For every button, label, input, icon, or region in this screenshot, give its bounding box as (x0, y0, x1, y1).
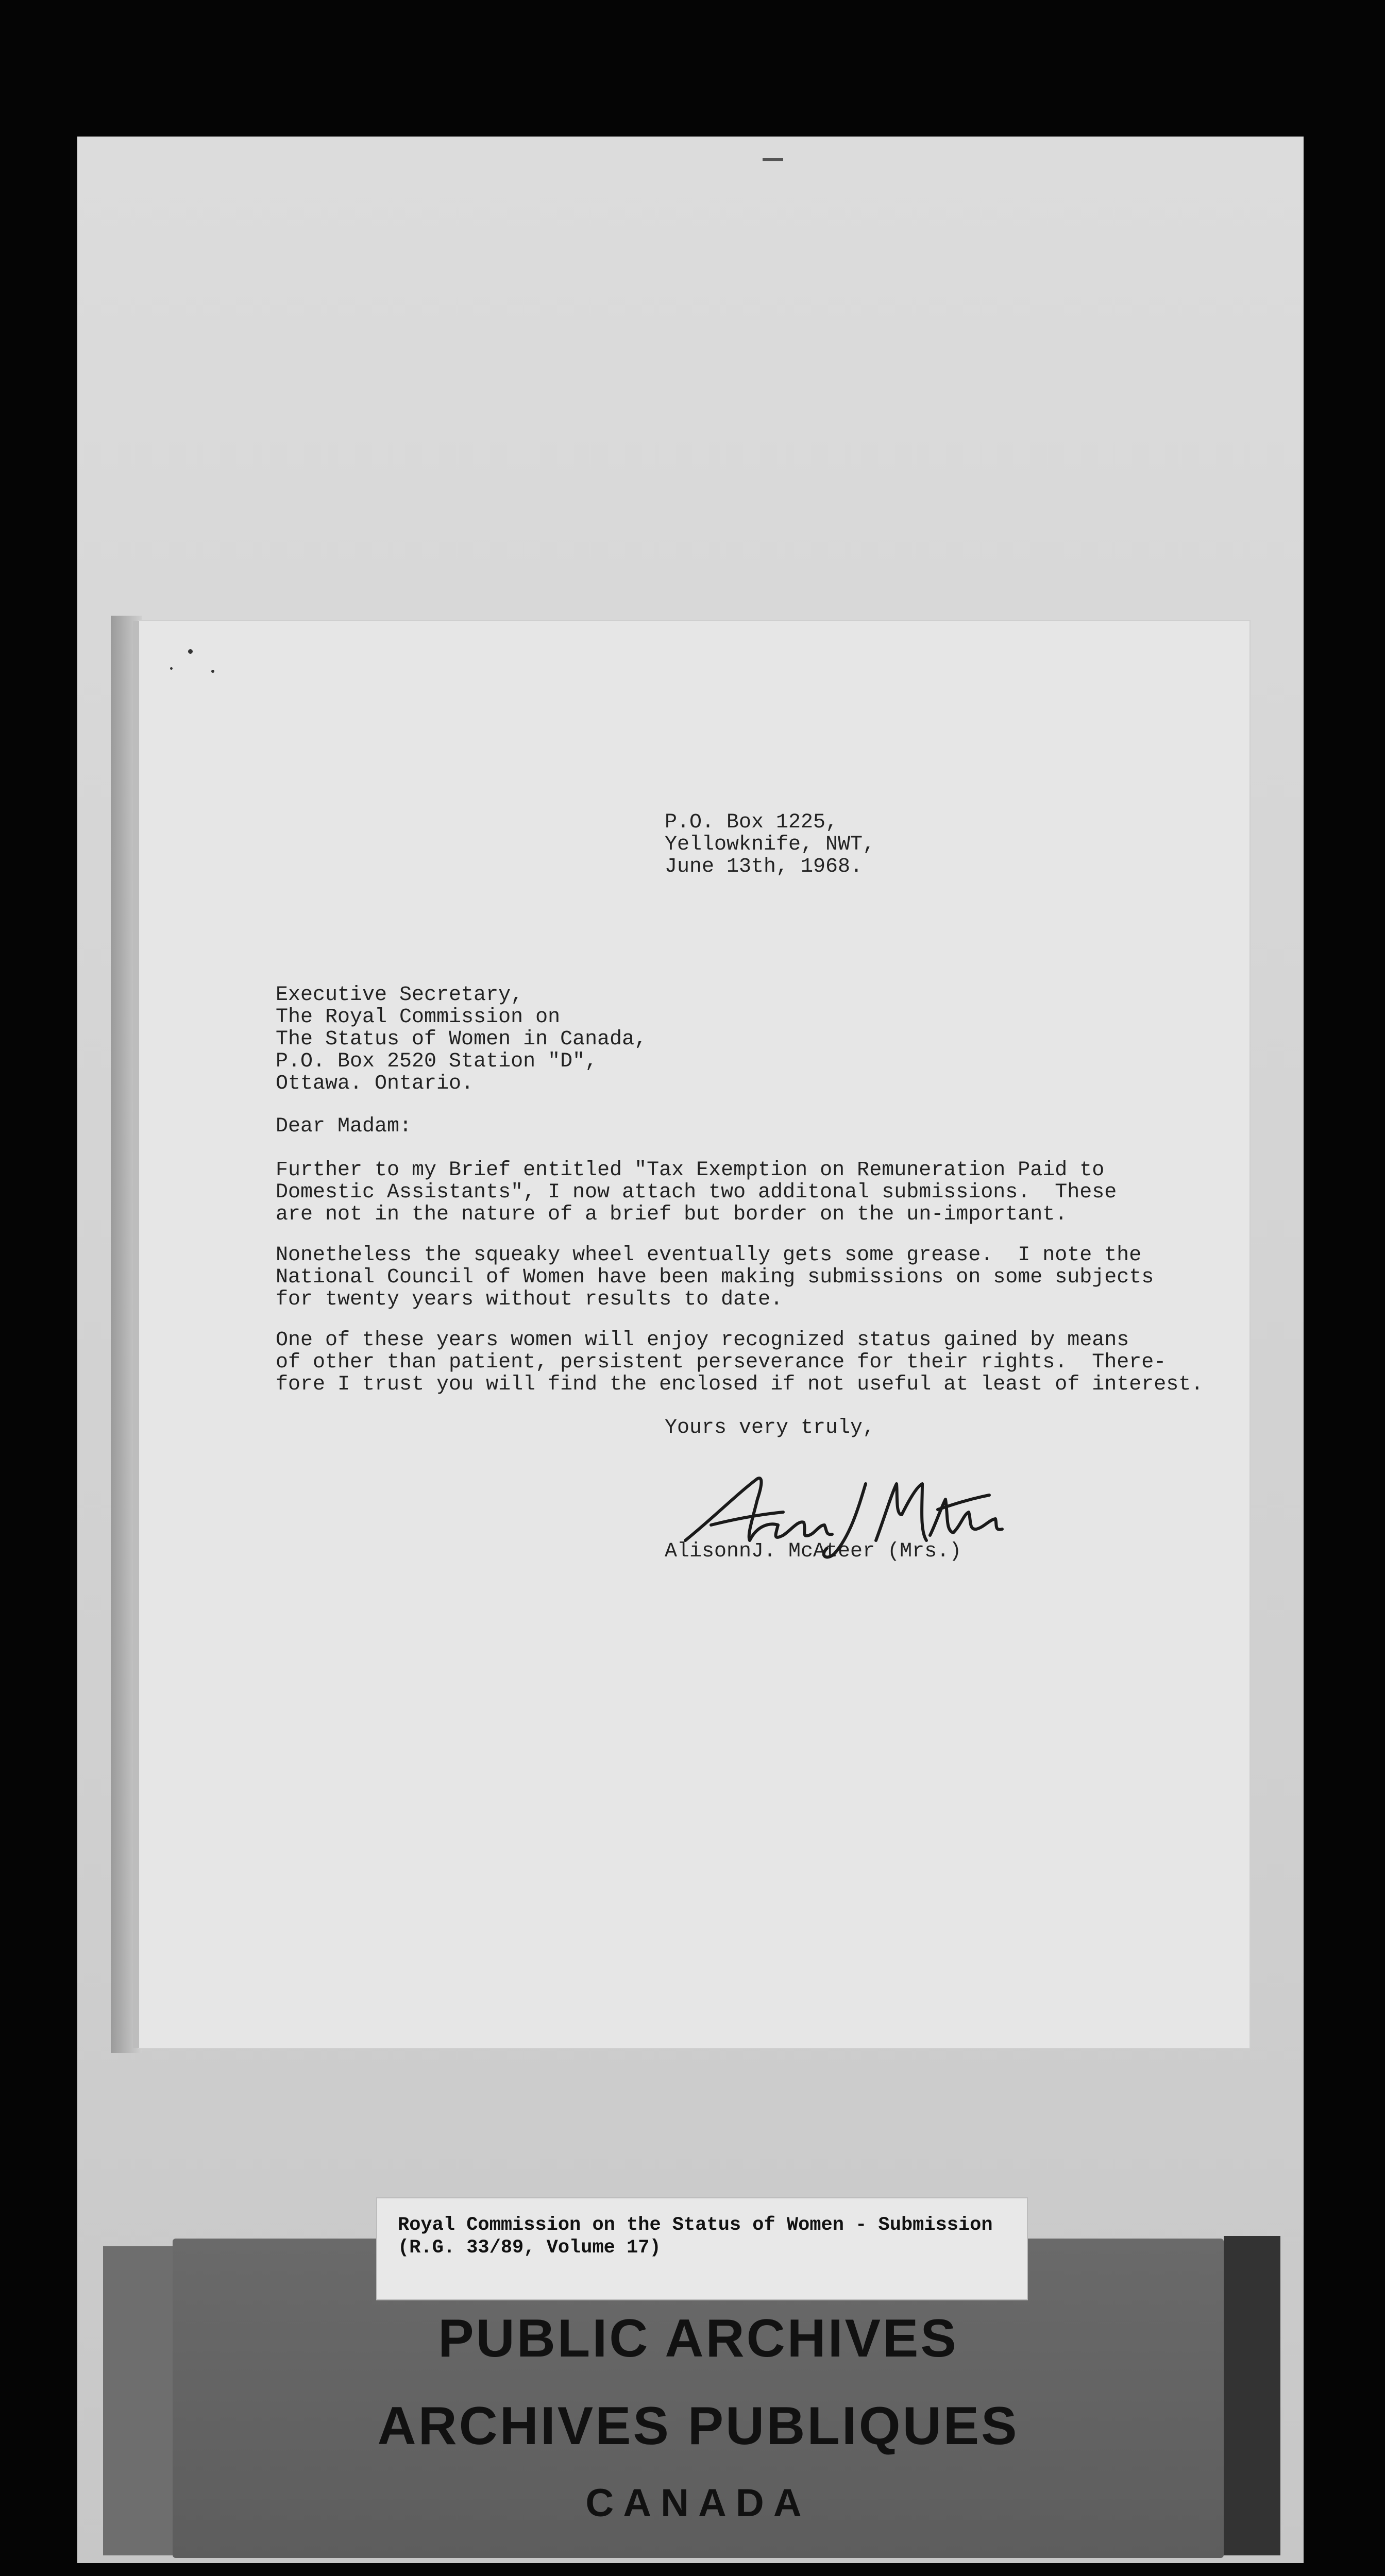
stamp-line-canada: CANADA (585, 2481, 811, 2525)
paragraph-line: Domestic Assistants", I now attach two additonal submissions. These (276, 1181, 1117, 1204)
recipient-address-line: P.O. Box 2520 Station "D", (276, 1050, 598, 1073)
paragraph-line: National Council of Women have been making submissions on some subjects (276, 1266, 1154, 1289)
letter-date: June 13th, 1968. (665, 855, 863, 878)
sender-address-line: P.O. Box 1225, (665, 811, 838, 834)
paragraph-line: Nonetheless the squeaky wheel eventually gets some grease. I note the (276, 1244, 1142, 1267)
paper-speck (211, 670, 214, 673)
recipient-address-line: Ottawa. Ontario. (276, 1072, 474, 1095)
paragraph-line: of other than patient, persistent perseverance for their rights. There- (276, 1351, 1167, 1374)
paragraph-line: One of these years women will enjoy recognized status gained by means (276, 1329, 1129, 1352)
handwritten-signature (680, 1463, 1031, 1566)
stamp-line-public-archives: PUBLIC ARCHIVES (438, 2309, 958, 2368)
typed-signature: AlisonnJ. McAteer (Mrs.) (665, 1540, 962, 1563)
letter-page (139, 621, 1249, 2048)
paragraph-line: Further to my Brief entitled "Tax Exemption on Remuneration Paid to (276, 1159, 1105, 1182)
recipient-address-line: The Royal Commission on (276, 1006, 561, 1029)
closing: Yours very truly, (665, 1416, 875, 1439)
archive-label-reference: (R.G. 33/89, Volume 17) (398, 2237, 661, 2259)
recipient-address-line: Executive Secretary, (276, 984, 523, 1007)
paragraph-line: fore I trust you will find the enclosed if not useful at least of interest. (276, 1373, 1204, 1396)
archive-label-title: Royal Commission on the Status of Women - Submission (398, 2214, 993, 2236)
recipient-address-line: The Status of Women in Canada, (276, 1028, 647, 1051)
paper-speck (170, 667, 173, 670)
letter-edge-shadow (111, 616, 142, 2053)
archive-label (376, 2197, 1028, 2300)
paper-speck (188, 649, 193, 654)
stamp-line-archives-publiques: ARCHIVES PUBLIQUES (377, 2396, 1019, 2456)
stamp-edge (103, 2246, 175, 2555)
salutation: Dear Madam: (276, 1115, 412, 1138)
backing-mark (763, 158, 783, 161)
paragraph-line: for twenty years without results to date. (276, 1288, 783, 1311)
paragraph-line: are not in the nature of a brief but border on the un-important. (276, 1203, 1068, 1226)
sender-address-line: Yellowknife, NWT, (665, 833, 875, 856)
stamp-edge (1224, 2236, 1280, 2555)
